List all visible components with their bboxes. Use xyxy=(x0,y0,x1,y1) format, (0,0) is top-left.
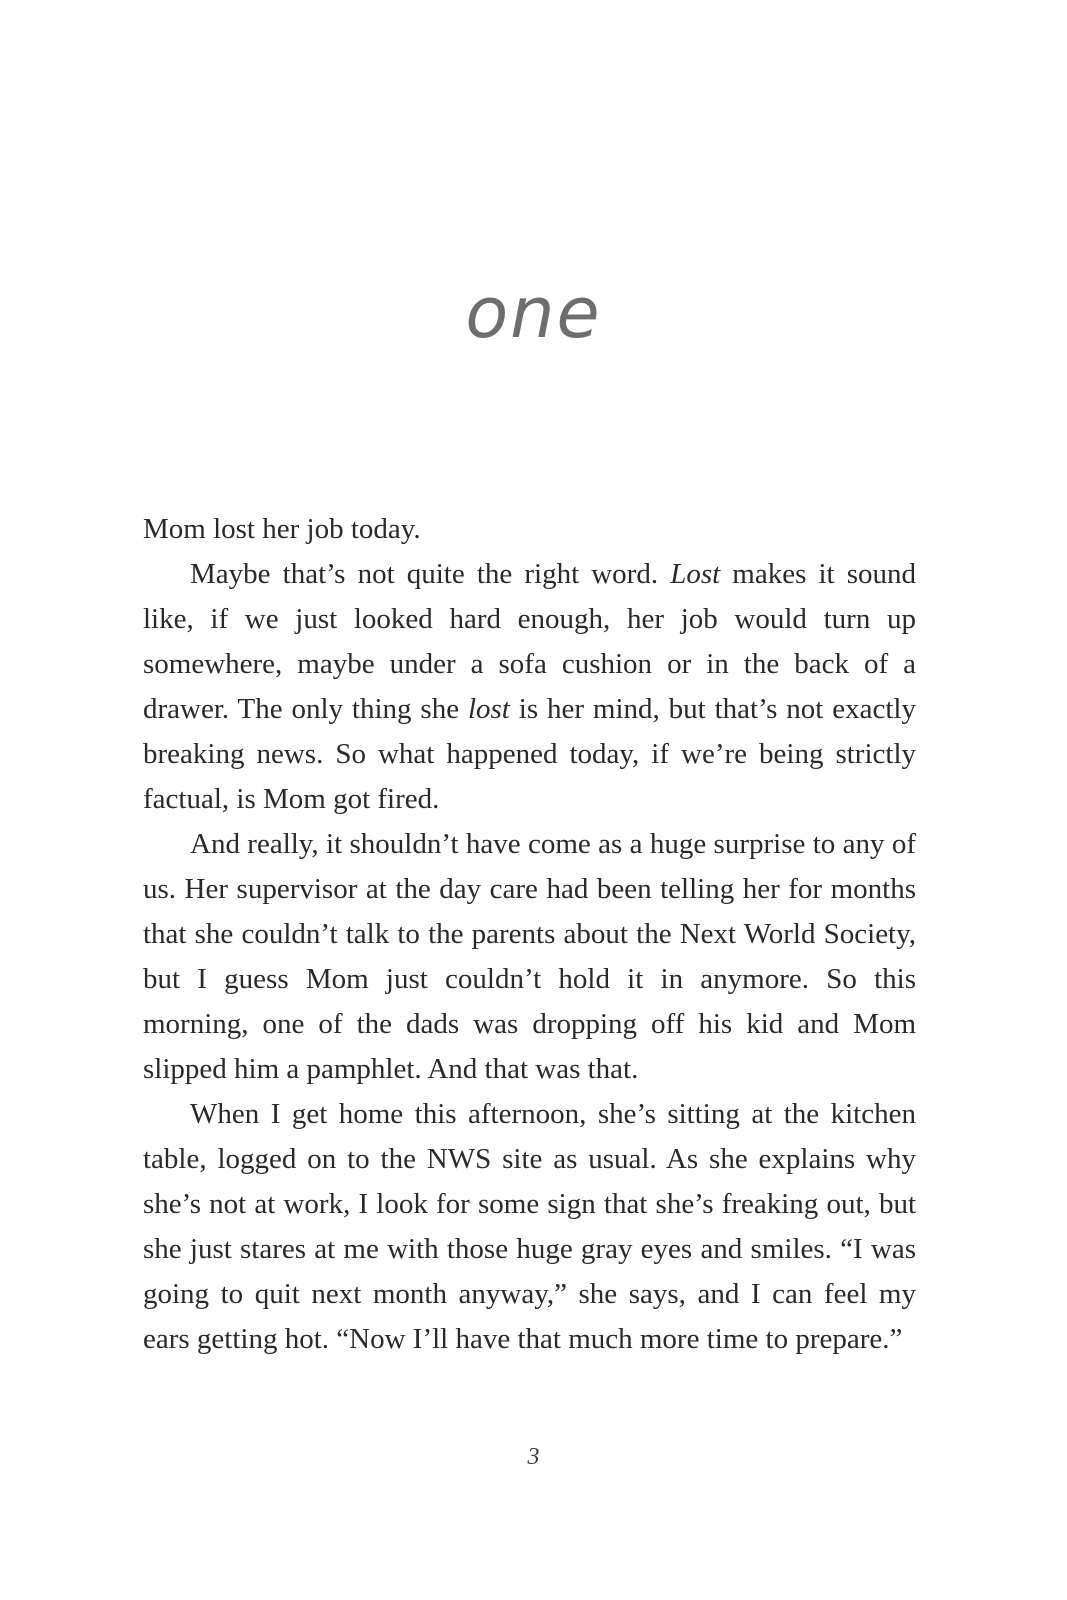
paragraph-2-text-c: is her mind, but that’s not exactly breaking news. So what happened today, if we’re being strictly factual, is Mom got fired. xyxy=(143,693,916,815)
paragraph-4-text: When I get home this afternoon, she’s sitting at the kitchen table, logged on to the NWS site as usual. As she explains why she’s not at work, I look for some sign that she’s freaking out, but she just stares at me with those huge gray eyes and smiles. “I was going to quit next month anyway,” she says, and I can feel my ears getting hot. “Now I’ll have that much more time to prepare.” xyxy=(143,1098,916,1355)
paragraph-2 xyxy=(143,552,916,822)
paragraph-1 xyxy=(143,507,916,552)
paragraph-2-text-a: Maybe that’s not quite the right word. xyxy=(190,558,671,590)
page-number: 3 xyxy=(527,1444,540,1470)
chapter-title: one xyxy=(465,272,602,354)
paragraph-1-text: Mom lost her job today. xyxy=(143,513,421,545)
paragraph-4 xyxy=(143,1092,916,1362)
emphasis-lost-2: lost xyxy=(467,693,510,725)
emphasis-lost-1: Lost xyxy=(670,558,721,590)
paragraph-2-text-b: makes it sound like, if we just looked hard enough, her job would turn up somewhere, maybe under a sofa cushion or in the back of a drawer. The only thing she xyxy=(143,558,916,725)
paragraph-3 xyxy=(143,822,916,1092)
paragraph-3-text: And really, it shouldn’t have come as a huge surprise to any of us. Her supervisor at the day care had been telling her for months that she couldn’t talk to the parents about the Next World Society, but I guess Mom just couldn’t hold it in anymore. So this morning, one of the dads was dropping off his kid and Mom slipped him a pamphlet. And that was that. xyxy=(143,828,916,1085)
chapter-body xyxy=(143,507,916,1362)
